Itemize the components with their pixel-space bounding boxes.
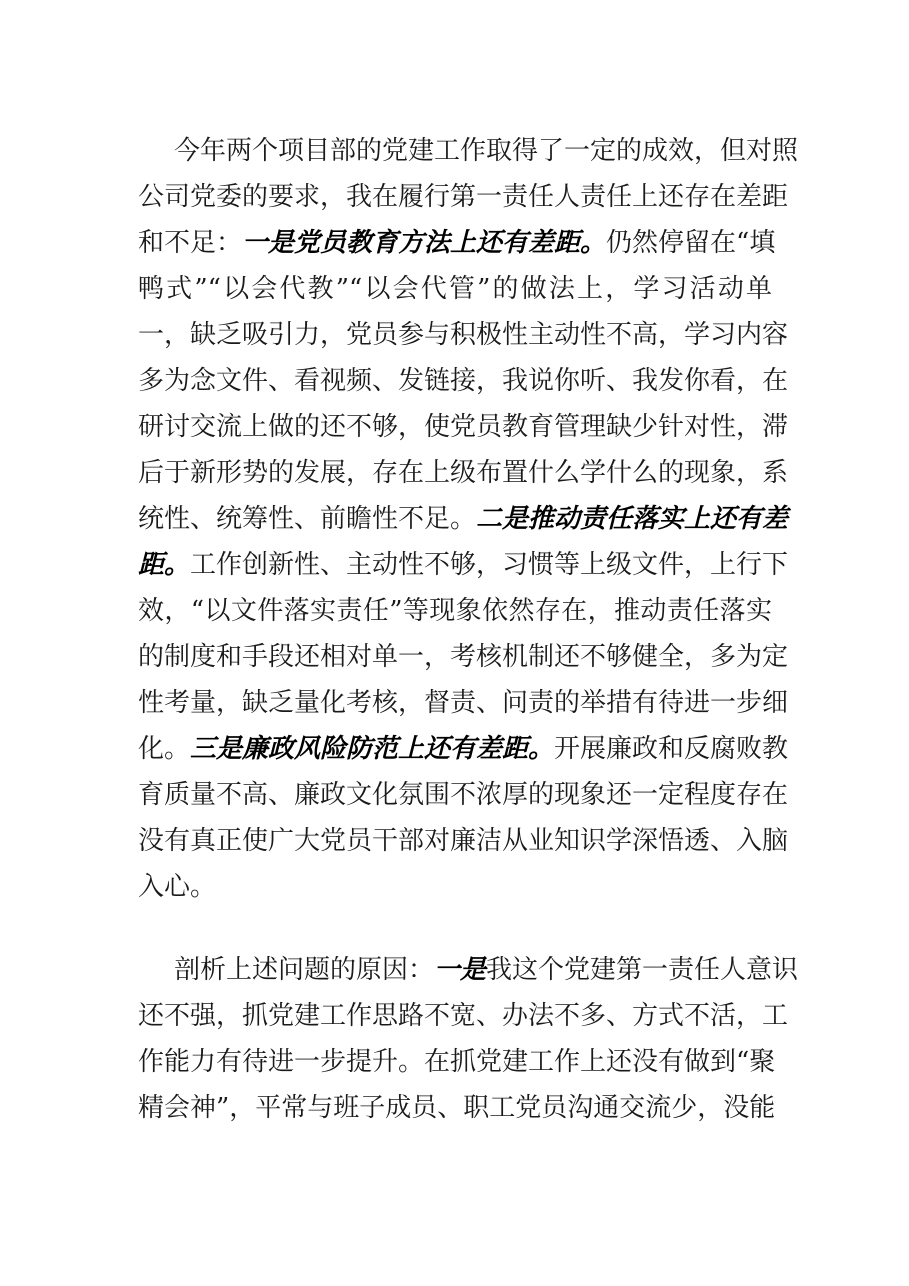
point-two-heading: 二是推动责任落实上还有差 <box>476 504 789 534</box>
paragraph-2-line-4: 精会神”，平常与班子成员、职工党员沟通交流少，没能 <box>138 1093 776 1123</box>
paragraph-1-line-7: 研讨交流上做的还不够，使党员教育管理缺少针对性，滞 <box>138 412 789 442</box>
cause-one-heading: 一是 <box>434 955 487 985</box>
paragraph-1-line-12: 的制度和手段还相对单一，考核机制还不够健全，多为定 <box>138 642 789 672</box>
paragraph-1-line-10: 距。工作创新性、主动性不够，习惯等上级文件，上行下 <box>138 550 789 580</box>
paragraph-2-line-3: 作能力有待进一步提升。在抓党建工作上还没有做到“聚 <box>138 1047 776 1077</box>
point-one-heading: 一是党员教育方法上还有差距。 <box>242 228 607 258</box>
paragraph-1-line-3: 和不足：一是党员教育方法上还有差距。仍然停留在“填 <box>138 228 776 258</box>
paragraph-2-line-1: 剖析上述问题的原因：一是我这个党建第一责任人意识 <box>174 955 799 985</box>
paragraph-1-line-17: 入心。 <box>138 872 217 902</box>
paragraph-1-line-6: 多为念文件、看视频、发链接，我说你听、我发你看，在 <box>138 366 789 396</box>
paragraph-2-line-2: 还不强，抓党建工作思路不宽、办法不多、方式不活，工 <box>138 1001 789 1031</box>
paragraph-1-line-15: 育质量不高、廉政文化氛围不浓厚的现象还一定程度存在 <box>138 780 789 810</box>
paragraph-1-line-16: 没有真正使广大党员干部对廉洁从业知识学深悟透、入脑 <box>138 826 789 856</box>
paragraph-1-line-13: 性考量，缺乏量化考核，督责、问责的举措有待进一步细 <box>138 688 789 718</box>
point-two-heading-cont: 距。 <box>138 550 191 580</box>
paragraph-1-line-14: 化。三是廉政风险防范上还有差距。开展廉政和反腐败教 <box>138 734 789 764</box>
paragraph-1-line-9: 统性、统筹性、前瞻性不足。二是推动责任落实上还有差 <box>138 504 789 534</box>
paragraph-1-line-4: 鸭式”“以会代教”“以会代管”的做法上，学习活动单 <box>138 274 772 304</box>
paragraph-1-line-8: 后于新形势的发展，存在上级布置什么学什么的现象，系 <box>138 458 789 488</box>
paragraph-1-line-2: 公司党委的要求，我在履行第一责任人责任上还存在差距 <box>138 182 789 212</box>
paragraph-1-line-11: 效，“以文件落实责任”等现象依然存在，推动责任落实 <box>138 596 772 626</box>
paragraph-1-line-5: 一，缺乏吸引力，党员参与积极性主动性不高，学习内容 <box>138 320 789 350</box>
point-three-heading: 三是廉政风险防范上还有差距。 <box>190 734 555 764</box>
paragraph-1-line-1: 今年两个项目部的党建工作取得了一定的成效，但对照 <box>174 136 799 166</box>
